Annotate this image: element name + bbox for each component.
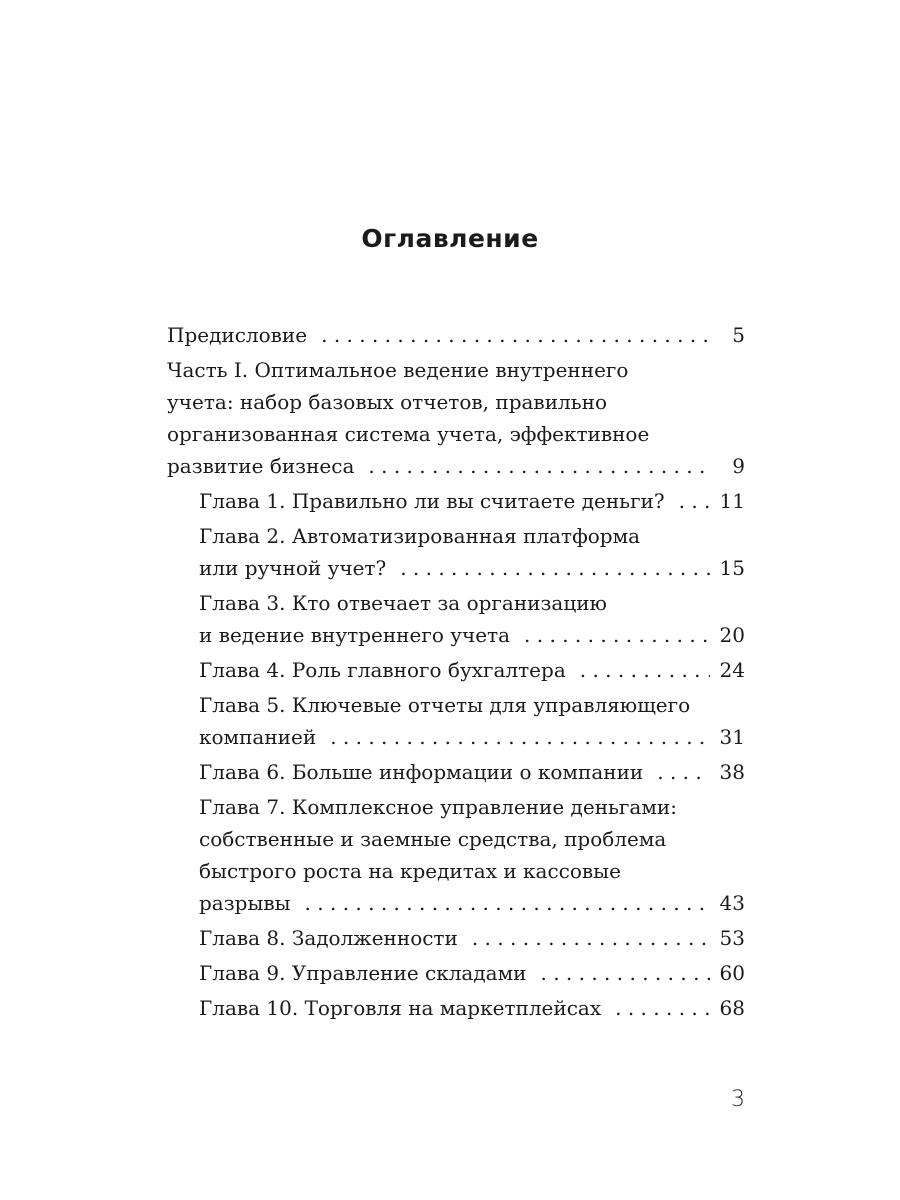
toc-entry-text: Глава 9. Управление складами: [199, 961, 527, 985]
dot-leader: [580, 654, 710, 686]
toc-entry-text: Глава 6. Больше информации о компании: [199, 760, 644, 784]
toc-entry-line: организованная система учета, эффективное: [167, 422, 650, 446]
dot-leader: [540, 957, 709, 989]
toc-entry[interactable]: [167, 957, 745, 989]
toc-entry[interactable]: [167, 791, 745, 919]
toc-entry-text: компанией: [199, 725, 317, 749]
toc-entry-last-line: [199, 552, 745, 584]
toc-entry-last-line: [199, 485, 745, 517]
toc-entry[interactable]: [167, 520, 745, 584]
toc-entry-text: или ручной учет?: [199, 556, 387, 580]
toc-page-number: 20: [719, 623, 745, 647]
dot-leader: [657, 756, 709, 788]
toc-entry-last-line: [199, 887, 745, 919]
dot-leader: [368, 450, 711, 482]
dot-leader: [321, 319, 711, 351]
toc-entry-line: быстрого роста на кредитах и кассовые: [199, 859, 621, 883]
toc-entry-last-line: [199, 654, 745, 686]
toc-entry-last-line: [199, 619, 745, 651]
toc-entry-text: развитие бизнеса: [167, 454, 355, 478]
toc-entry-last-line: [199, 721, 745, 753]
toc-entry-last-line: [199, 922, 745, 954]
toc-page-number: 15: [719, 556, 745, 580]
toc-entry-text: Глава 8. Задолженности: [199, 926, 458, 950]
toc-entry-line: Часть I. Оптимальное ведение внутреннего: [167, 358, 629, 382]
toc-page-number: 11: [719, 489, 745, 513]
dot-leader: [305, 887, 710, 919]
toc-page-number: 60: [719, 961, 745, 985]
toc-entry-text: и ведение внутреннего учета: [199, 623, 511, 647]
toc-entry[interactable]: [167, 485, 745, 517]
toc-entry[interactable]: [167, 354, 745, 482]
toc-entry-line: Глава 3. Кто отвечает за организацию: [199, 591, 607, 615]
toc-entry[interactable]: [167, 756, 745, 788]
dot-leader: [615, 992, 709, 1024]
toc-page-number: 38: [719, 760, 745, 784]
toc-entry-text: Глава 1. Правильно ли вы считаете деньги?: [199, 489, 665, 513]
toc-entry[interactable]: [167, 992, 745, 1024]
toc-entry-last-line: [199, 992, 745, 1024]
toc-entry-last-line: [199, 756, 745, 788]
toc-entry-text: Глава 4. Роль главного бухгалтера: [199, 658, 566, 682]
toc-entry-line: Глава 7. Комплексное управление деньгами:: [199, 795, 677, 819]
toc-entry-last-line: [167, 319, 745, 351]
toc-page-number: 9: [732, 454, 745, 478]
toc-entry-line: учета: набор базовых отчетов, правильно: [167, 390, 607, 414]
toc-page-number: 53: [719, 926, 745, 950]
toc-entry-last-line: [199, 957, 745, 989]
toc-entry-text: Глава 10. Торговля на маркетплейсах: [199, 996, 602, 1020]
toc-entry[interactable]: [167, 587, 745, 651]
table-of-contents: [167, 319, 745, 1027]
dot-leader: [524, 619, 710, 651]
toc-entry-line: Глава 2. Автоматизированная платформа: [199, 524, 641, 548]
toc-page-number: 5: [732, 323, 745, 347]
toc-entry-line: собственные и заемные средства, проблема: [199, 827, 667, 851]
dot-leader: [400, 552, 709, 584]
toc-page-number: 43: [719, 891, 745, 915]
toc-entry-text: разрывы: [199, 891, 291, 915]
toc-entry[interactable]: [167, 654, 745, 686]
dot-leader: [472, 922, 710, 954]
page-number: 3: [731, 1087, 745, 1112]
toc-page-number: 31: [719, 725, 745, 749]
toc-entry-last-line: [167, 450, 745, 482]
dot-leader: [679, 485, 710, 517]
toc-page-number: 68: [719, 996, 745, 1020]
toc-entry[interactable]: [167, 922, 745, 954]
toc-entry-line: Глава 5. Ключевые отчеты для управляющего: [199, 693, 691, 717]
page-title: Оглавление: [361, 224, 539, 253]
dot-leader: [330, 721, 709, 753]
toc-page-number: 24: [719, 658, 745, 682]
toc-entry[interactable]: [167, 689, 745, 753]
toc-entry[interactable]: [167, 319, 745, 351]
toc-entry-text: Предисловие: [167, 323, 308, 347]
